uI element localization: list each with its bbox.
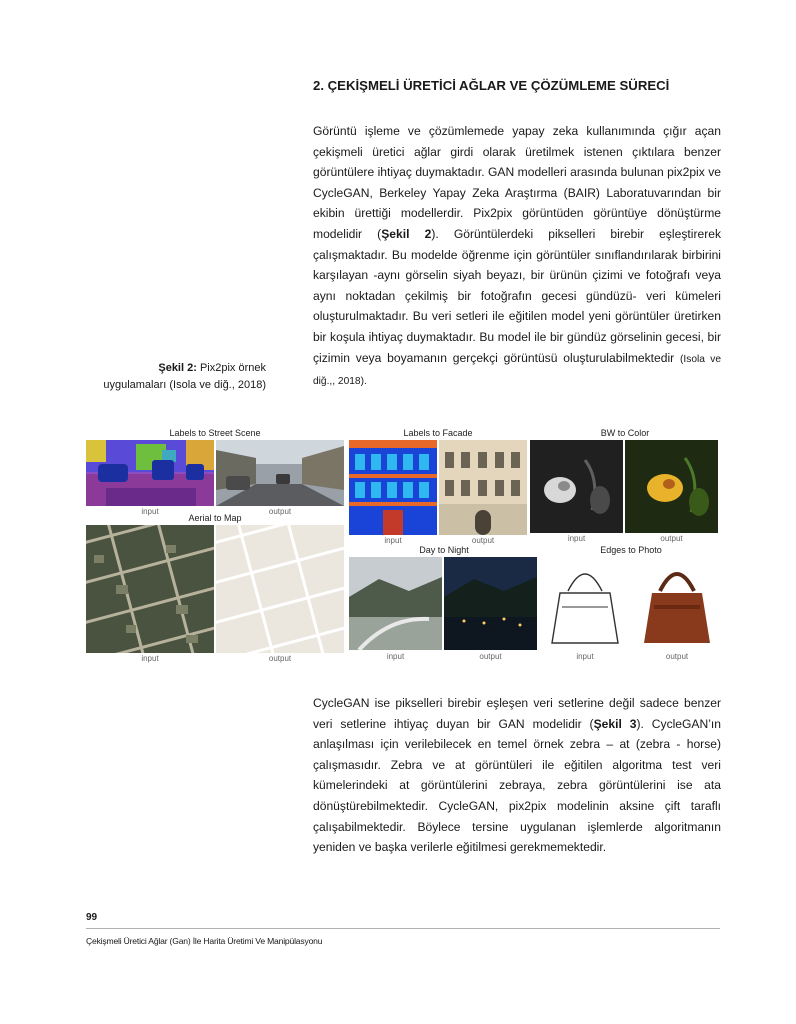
facade-labels-input-image: [349, 440, 437, 535]
paragraph-text: CycleGAN ise pikselleri birebir eşleşen veri setlerine değil sadece benzer veri setlerine ihtiyaç duyan bir GAN modelidir (: [313, 696, 721, 731]
aerial-input-label: input: [141, 654, 159, 663]
photo-output-image: [632, 557, 722, 650]
map-output-image: [216, 525, 344, 653]
caption-label: Şekil 2:: [158, 362, 197, 374]
title-aerial-to-map: Aerial to Map: [188, 513, 242, 523]
figure-reference: Şekil 3: [593, 716, 637, 731]
color-output-label: output: [660, 534, 683, 543]
title-day-to-night: Day to Night: [419, 545, 469, 555]
running-title: Çekişmeli Üretici Ağlar (Gan) İle Harita Üretimi Ve Manipülasyonu: [86, 936, 323, 946]
paragraph-text: ). Görüntülerdeki pikselleri birebir eşleştirerek çalışmaktadır. Bu modelde öğrenme için görüntüler sınıflandırılarak birbirini karşılayan -aynı görselin siyah beyazı, bir ürünün çizimi ve fotoğrafı veya aynı noktadan çekilmiş bir fotoğrafın gecesi gündüzü- veri kümeleri oluşturulmaktadır. Bu veri setleri ile eğitilen model yeni görüntüler üretirken bir koşula ihtiyaç duymaktadır. Bu model ile bir gündüz görselinin gecesi, bir çizimin veya boyamanın gerçekçi görüntüsü oluşturulabilmektedir: [313, 226, 721, 365]
paragraph-text: Görüntü işleme ve çözümlemede yapay zeka kullanımında çığır açan çekişmeli üretici ağlar girdi olarak üretilmek istenen çıktılara benzer görüntülere ihtiyaç duymaktadır. GAN modelleri arasında bulunan pix2pix ve CycleGAN, Berkeley Yapay Zeka Araştırma (BAIR) Laboratuvarından bir ekibin ürettiği modellerdir. Pix2pix görüntüden görüntüye dönüştürme modelidir (: [313, 124, 721, 241]
page-number: 99: [86, 912, 98, 923]
paragraph-text: ). CycleGAN’ın anlaşılması için verilebilecek en temel örnek zebra – at (zebra - horse) çalışmasıdır. Zebra ve at görüntüleri ile eğitilen algoritma test veri kümelerindeki at görüntülerini zebraya, zebra görüntülerini ise ata dönüştürebilmektedir. CycleGAN, pix2pix modelinin aksine çift taraflı çalışabilmektedir. Böylece tersine uygulanan işlemlerde algoritmanın yeniden ve başka verilerle eğitilmesi gerekmemektedir.: [313, 716, 722, 855]
pix2pix-figure: [86, 428, 722, 668]
citation: (Isola ve diğ.,, 2018).: [313, 353, 721, 388]
facade-input-label: input: [384, 536, 402, 545]
bw-input-label: input: [567, 534, 586, 543]
edges-input-image: [540, 557, 630, 650]
footer-divider: [86, 928, 720, 929]
aerial-input-image: [86, 525, 214, 653]
day-input-label: input: [386, 652, 405, 661]
street-labels-input-image: [86, 440, 214, 506]
facade-output-label: output: [471, 536, 495, 545]
map-output-label: output: [268, 654, 292, 663]
title-edges-to-photo: Edges to Photo: [600, 545, 662, 555]
edges-input-label: input: [576, 652, 594, 661]
bw-input-image: [530, 440, 623, 533]
night-output-image: [444, 557, 537, 650]
street-scene-output-image: [216, 440, 344, 506]
title-labels-to-facade: Labels to Facade: [403, 428, 473, 438]
facade-output-image: [439, 440, 527, 535]
photo-output-label: output: [665, 652, 689, 661]
night-output-label: output: [479, 652, 502, 661]
caption-text: Pix2pix örnek uygulamaları (Isola ve diğ., 2018): [103, 362, 266, 391]
color-output-image: [625, 440, 718, 533]
street-input-label: input: [141, 507, 159, 516]
title-street-scene: Labels to Street Scene: [169, 428, 261, 438]
figure-reference: Şekil 2: [381, 226, 432, 241]
day-input-image: [349, 557, 442, 650]
paragraph-cyclegan: [313, 693, 721, 858]
section-heading: 2. ÇEKİŞMELİ ÜRETİCİ AĞLAR VE ÇÖZÜMLEME SÜRECİ: [313, 78, 670, 93]
paragraph-pix2pix: [313, 121, 721, 393]
title-bw-to-color: BW to Color: [600, 428, 650, 438]
figure-caption: [96, 360, 266, 394]
street-output-label: output: [268, 507, 292, 516]
